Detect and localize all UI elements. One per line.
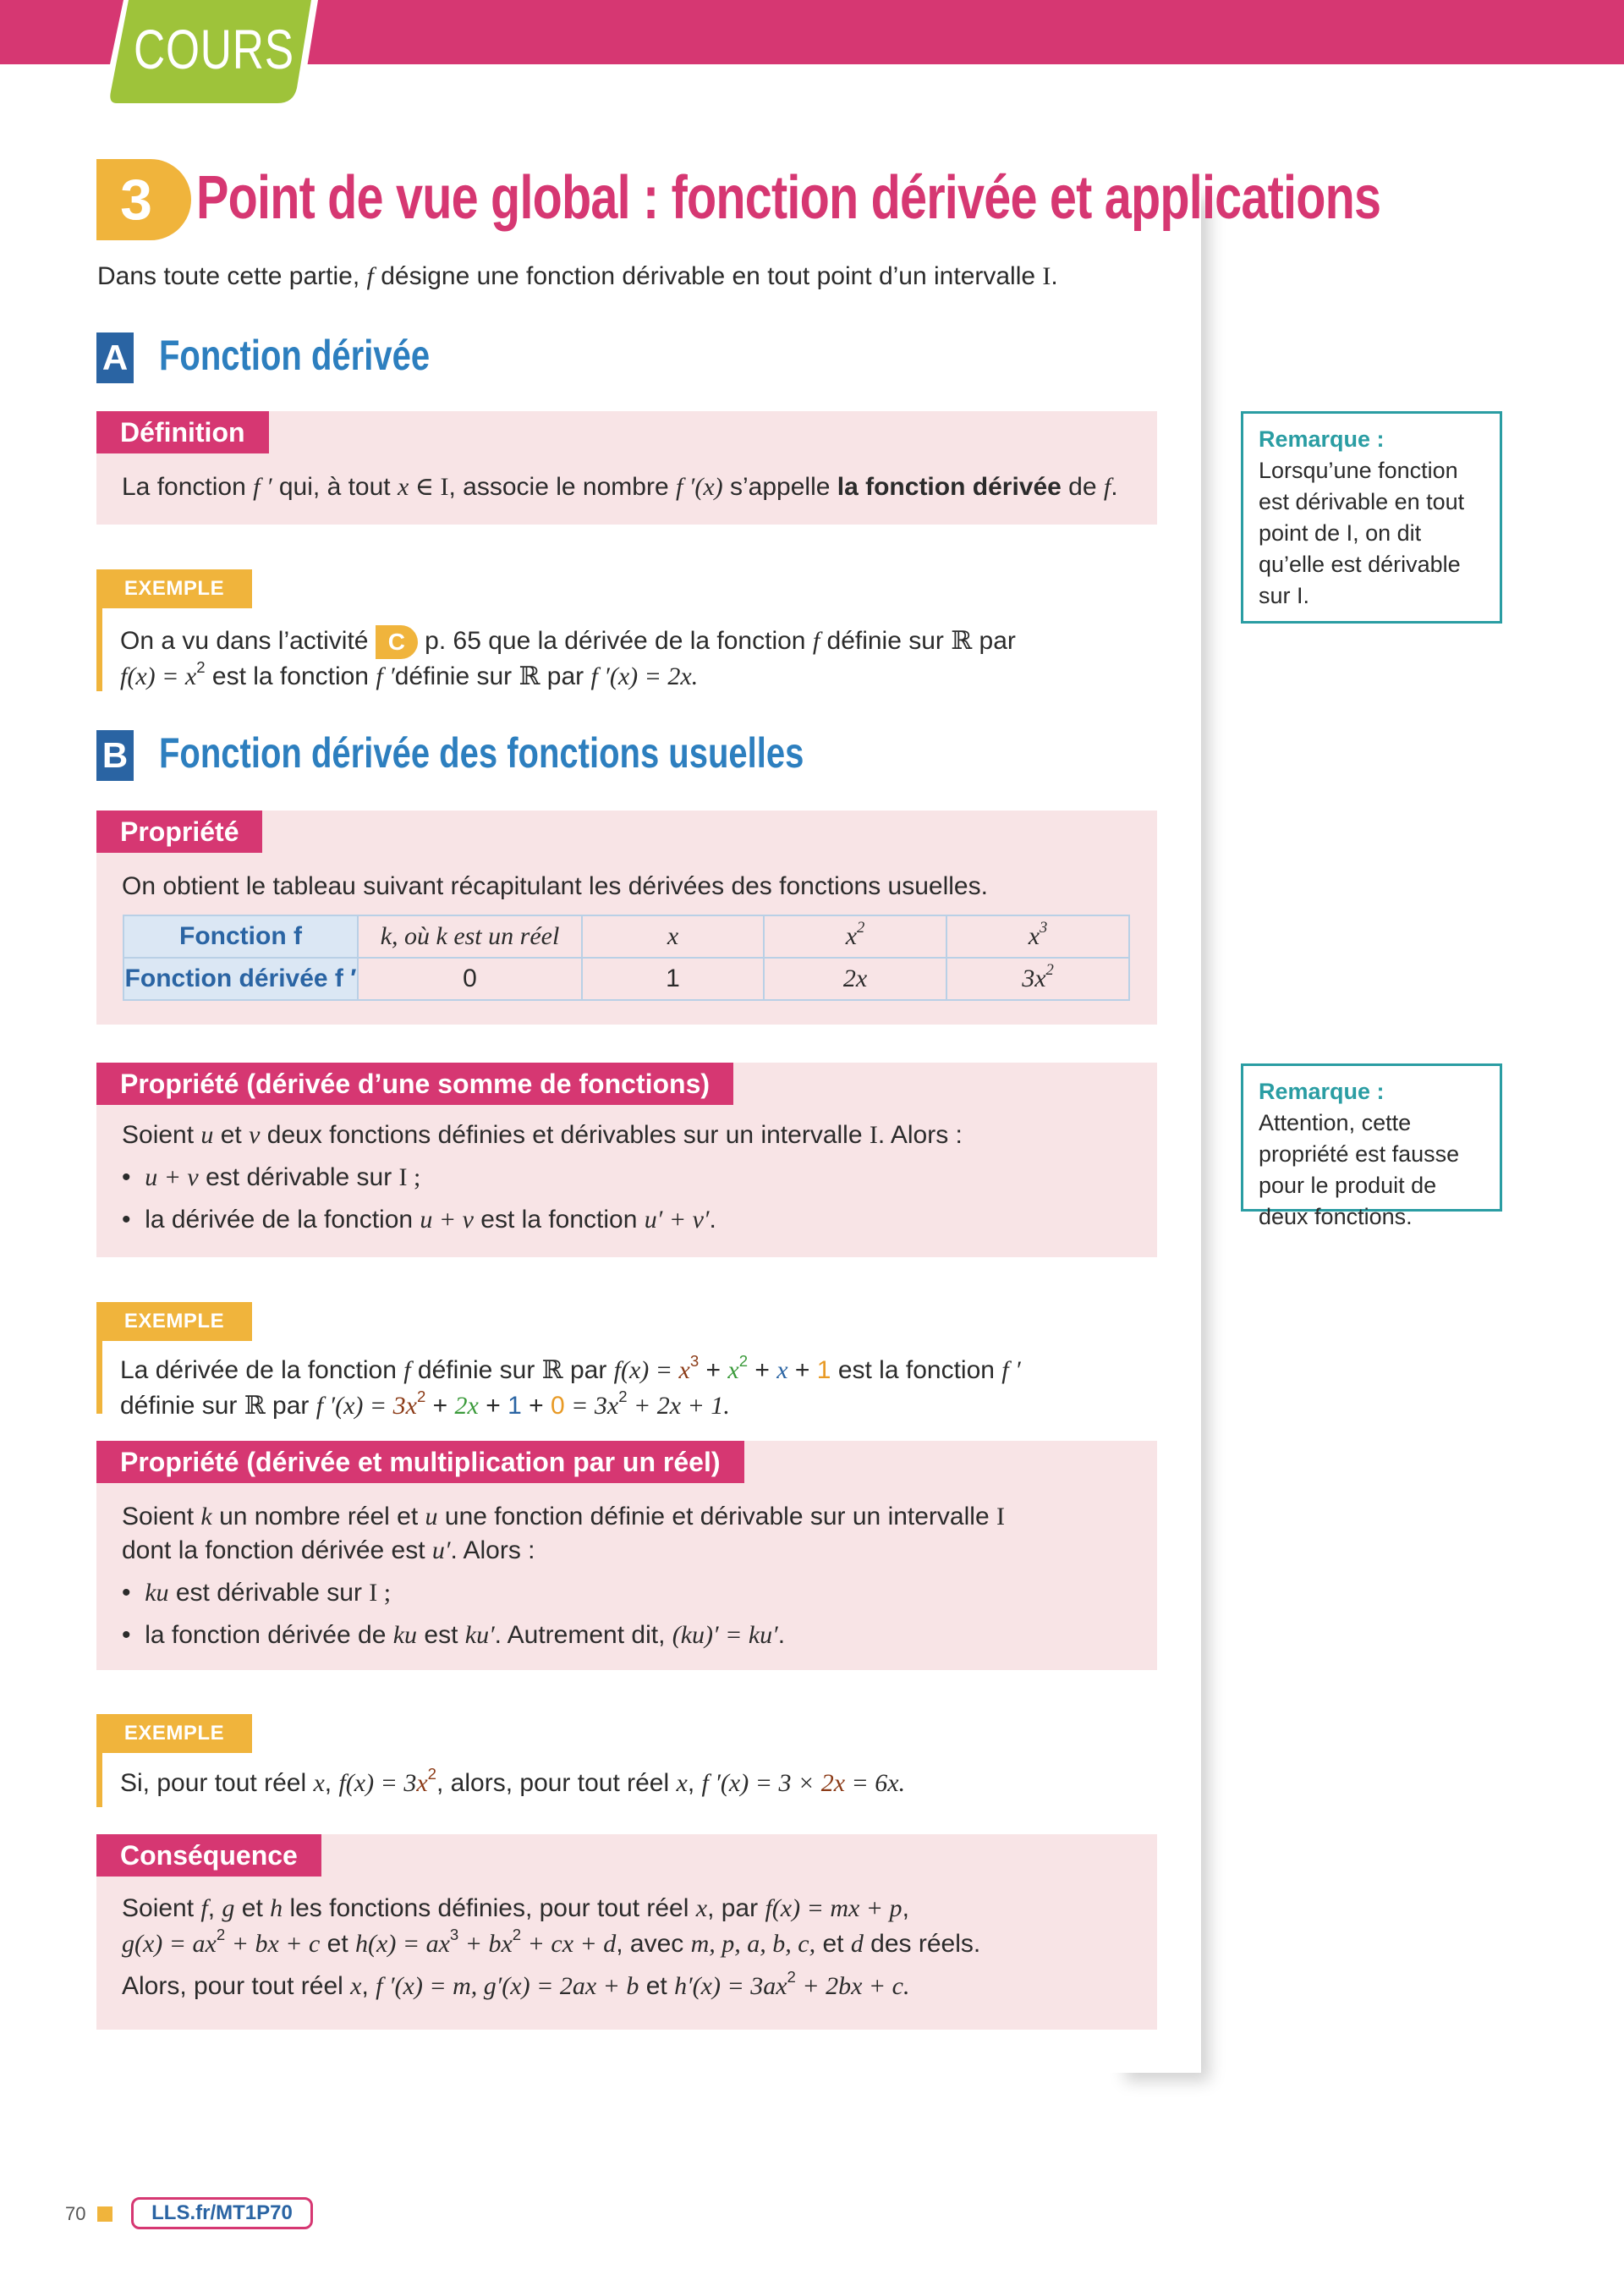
table-row-functions xyxy=(123,915,1129,958)
property-3-bullet-1: • ku est dérivable sur I ; xyxy=(122,1579,392,1607)
table-head-derivative: Fonction dérivée f ′ xyxy=(123,958,358,1000)
consequence-line-1: Soient f, g et h les fonctions définies, pour tout réel x, par f(x) = mx + p, xyxy=(122,1894,909,1922)
property-1-text: On obtient le tableau suivant récapitulant les dérivées des fonctions usuelles. xyxy=(122,872,988,900)
property-2-bullet-2: • la dérivée de la fonction u + v est la fonction u′ + v′. xyxy=(122,1206,716,1234)
table-head-function: Fonction f xyxy=(123,915,358,958)
consequence-line-3: Alors, pour tout réel x, f ′(x) = m, g′(x) = 2ax + b et $h'(x) = 3ax^2 + 2bx + c$. xyxy=(122,1968,910,2000)
cours-label: COURS xyxy=(134,18,294,80)
table-cell: 1 xyxy=(582,958,764,1000)
footer-square xyxy=(97,2206,112,2222)
subsection-title-a: Fonction dérivée xyxy=(159,332,431,379)
definition-text: La fonction f ′ qui, à tout x ∈ I, associe le nombre f ′(x) s’appelle la fonction dérivée de f. xyxy=(122,473,1118,501)
example-2-line-2: définie sur ℝ par f $'(x) = 3x^2 + 2x + 1 + 0 = 3x^2 + 2x + 1$. xyxy=(120,1388,730,1420)
property-2-line-1: Soient u et v deux fonctions définies et dérivables sur un intervalle I. Alors : xyxy=(122,1121,963,1149)
definition-label: Définition xyxy=(96,411,269,453)
table-cell: x xyxy=(582,915,764,958)
example-1-line-2: $f(x) = x^2$ est la fonction f ′définie sur ℝ par f ′(x) = 2x. xyxy=(120,658,699,690)
section-number: 3 xyxy=(96,159,191,240)
derivatives-table xyxy=(123,915,1130,1001)
consequence-line-2: $g(x) = ax^2$ + bx + c et $h(x) = ax^3 + bx^2$ + cx + d, avec m, p, a, b, c, et d des réels. xyxy=(122,1926,981,1958)
property-label-3: Propriété (dérivée et multiplication par un réel) xyxy=(96,1441,744,1483)
section-title: Point de vue global : fonction dérivée et applications xyxy=(196,164,1381,232)
table-cell: $x^3$ xyxy=(946,915,1129,958)
activity-c-badge[interactable]: C xyxy=(376,625,418,659)
definition-box xyxy=(96,411,1157,525)
table-cell: k, où k est un réel xyxy=(358,915,582,958)
example-3-text: Si, pour tout réel x, $f(x) = 3x^2$, alors, pour tout réel x, f ′(x) = 3 × 2x = 6x. xyxy=(120,1765,906,1797)
property-box-2 xyxy=(96,1063,1157,1257)
example-label-1: EXEMPLE xyxy=(96,569,252,608)
property-3-bullet-2: • la fonction dérivée de ku est ku′. Autrement dit, (ku)′ = ku′. xyxy=(122,1621,786,1649)
cours-tab xyxy=(100,0,321,115)
subsection-title-b: Fonction dérivée des fonctions usuelles xyxy=(159,729,804,777)
example-2-line-1: La dérivée de la fonction f définie sur ℝ par $f(x) = x^3 + x^2 + x + 1$ est la fonction f ′ xyxy=(120,1352,1021,1384)
example-label-3: EXEMPLE xyxy=(96,1714,252,1753)
example-bar-2 xyxy=(96,1341,102,1414)
subsection-letter-b: B xyxy=(96,730,134,781)
table-row-derivatives xyxy=(123,958,1129,1000)
property-box-3 xyxy=(96,1441,1157,1670)
table-cell: 0 xyxy=(358,958,582,1000)
example-bar-3 xyxy=(96,1753,102,1807)
property-3-line-2: dont la fonction dérivée est u′. Alors : xyxy=(122,1536,535,1564)
example-label-2: EXEMPLE xyxy=(96,1302,252,1341)
property-label-2: Propriété (dérivée d’une somme de fonctions) xyxy=(96,1063,733,1105)
property-3-line-1: Soient k un nombre réel et u une fonction définie et dérivable sur un intervalle I xyxy=(122,1503,1005,1530)
lls-link[interactable]: LLS.fr/MT1P70 xyxy=(131,2197,313,2229)
example-bar-1 xyxy=(96,608,102,691)
property-label-1: Propriété xyxy=(96,811,262,853)
consequence-label: Conséquence xyxy=(96,1834,321,1877)
subsection-letter-a: A xyxy=(96,332,134,383)
intro-text: Dans toute cette partie, f désigne une fonction dérivable en tout point d’un intervalle I. xyxy=(97,262,1058,290)
table-cell: $3x^2$ xyxy=(946,958,1129,1000)
consequence-box xyxy=(96,1834,1157,2030)
property-2-bullet-1: • u + v est dérivable sur I ; xyxy=(122,1163,421,1191)
remark-box-2: Remarque : Attention, cette propriété est fausse pour le produit de deux fonctions. xyxy=(1241,1063,1502,1212)
remark-box-1: Remarque : Lorsqu’une fonction est dérivable en tout point de I, on dit qu’elle est dérivable sur I. xyxy=(1241,411,1502,624)
table-cell: $x^2$ xyxy=(764,915,946,958)
example-1-line-1: On a vu dans l’activité C p. 65 que la dérivée de la fonction f définie sur ℝ par xyxy=(120,624,1016,659)
table-cell: 2x xyxy=(764,958,946,1000)
page-number: 70 xyxy=(65,2203,86,2224)
